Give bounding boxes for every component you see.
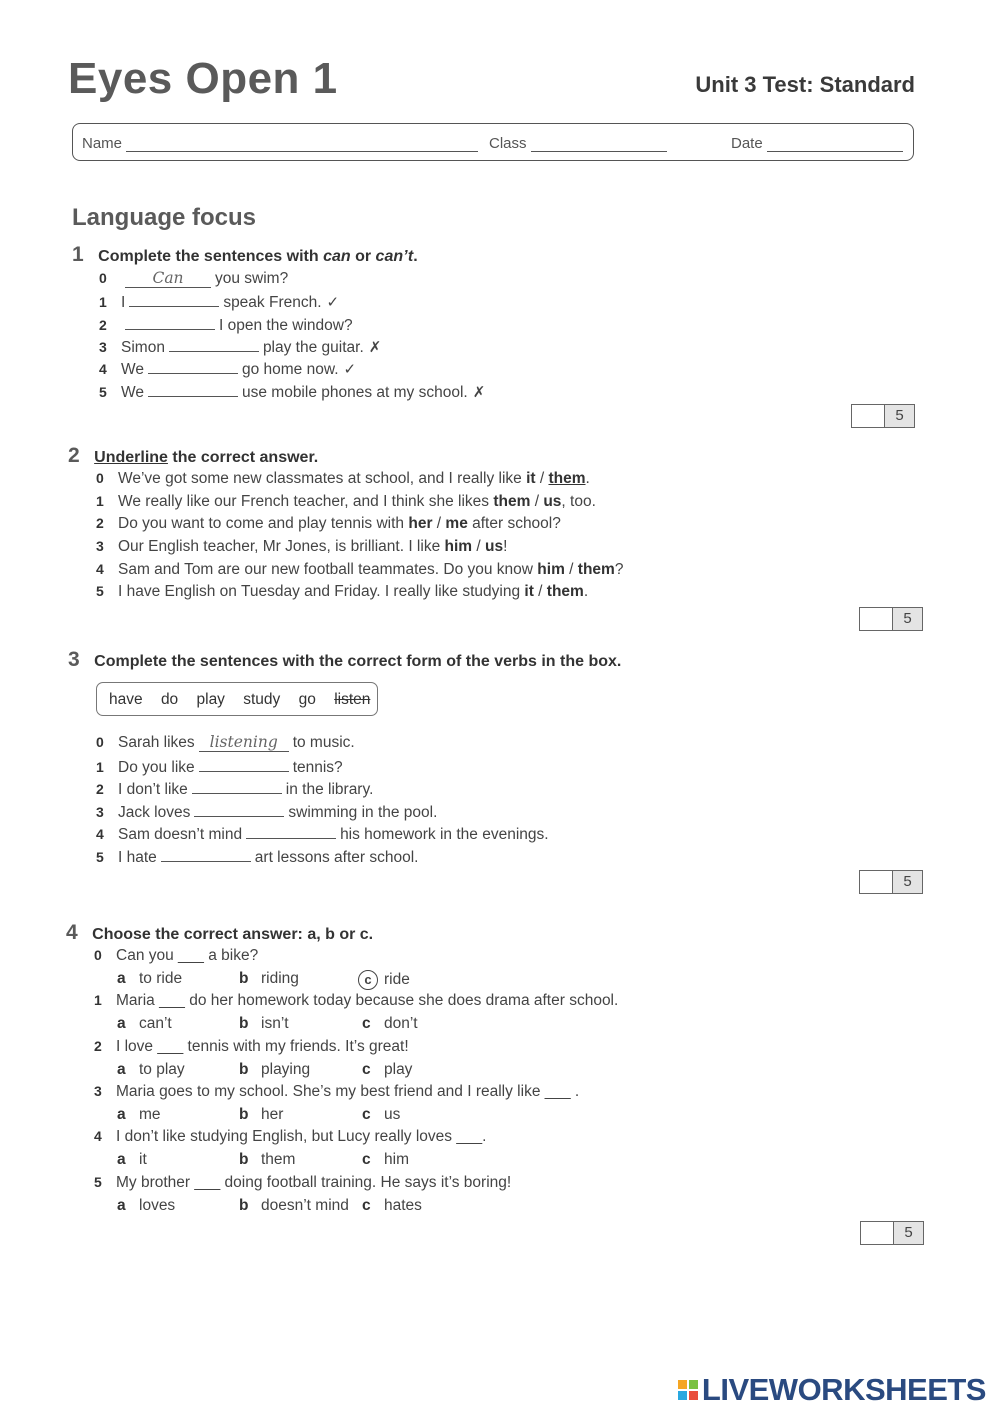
option-letter: a — [117, 1197, 126, 1214]
verb-option: do — [160, 691, 179, 708]
name-label: Name — [82, 135, 123, 152]
item-number: 2 — [99, 317, 107, 333]
item-number: 0 — [94, 947, 102, 963]
sentence-end: tennis? — [292, 759, 343, 776]
item-number: 2 — [96, 781, 104, 797]
option-letter: c — [362, 1151, 371, 1168]
sentence-end: . — [585, 470, 590, 487]
item-number: 1 — [96, 493, 104, 509]
option-letter: c — [362, 1106, 371, 1123]
option-c[interactable] — [362, 1015, 418, 1033]
verb-option: have — [109, 691, 143, 708]
sentence-end: speak French. — [223, 294, 322, 311]
item-number: 1 — [94, 992, 102, 1008]
q4-score-total: 5 — [894, 1222, 923, 1244]
option-b[interactable] — [239, 1106, 283, 1124]
sentence-start: Simon — [121, 339, 165, 356]
option-b[interactable]: them — [577, 561, 615, 578]
question-text: Can you ___ a bike? — [116, 947, 259, 964]
option-b[interactable]: them — [548, 470, 586, 487]
q2-header — [68, 444, 318, 468]
sentence-end: in the library. — [285, 781, 374, 798]
option-a[interactable]: him — [444, 538, 473, 555]
q4-score-box — [860, 1221, 924, 1245]
answer-blank[interactable] — [194, 801, 284, 817]
check-icon: ✓ — [343, 361, 357, 378]
verb-option: study — [243, 691, 281, 708]
answer-blank[interactable] — [125, 314, 215, 330]
option-c[interactable] — [362, 970, 410, 990]
sentence-start: We — [121, 384, 144, 401]
class-label: Class — [489, 135, 527, 152]
sentence-text: We really like our French teacher, and I think she likes — [118, 493, 494, 510]
q1-score-box — [851, 404, 915, 428]
date-field[interactable] — [731, 135, 903, 152]
sentence-text: Our English teacher, Mr Jones, is brilliant. I like — [118, 538, 445, 555]
item-number: 5 — [96, 583, 104, 599]
item-number: 4 — [96, 561, 104, 577]
option-text: them — [261, 1151, 296, 1168]
logo-text: LIVEWORKSHEETS — [701, 1372, 986, 1407]
q3-number: 3 — [68, 648, 80, 671]
q4-score-input[interactable] — [861, 1222, 894, 1244]
q4-instruction: Choose the correct answer: a, b or c. — [92, 926, 374, 943]
q2-row — [96, 583, 588, 601]
sentence-end: go home now. — [241, 361, 339, 378]
q1-number: 1 — [72, 243, 84, 266]
sentence-end: use mobile phones at my school. — [241, 384, 468, 401]
q1-instruction: Complete the sentences with can or can’t. — [98, 248, 418, 265]
option-text: her — [261, 1106, 284, 1123]
q1-row — [99, 358, 356, 379]
check-icon: ✓ — [326, 294, 340, 311]
q1-score-total: 5 — [885, 405, 914, 427]
option-separator: / — [533, 583, 547, 600]
option-b[interactable]: them — [546, 583, 584, 600]
sentence-end: his homework in the evenings. — [340, 826, 549, 843]
q2-row — [96, 538, 507, 556]
q1-row — [99, 336, 381, 357]
item-number: 4 — [99, 361, 107, 377]
sentence-end: ? — [614, 561, 624, 578]
q2-score-box — [859, 607, 923, 631]
sentence-end: . — [583, 583, 589, 600]
option-b[interactable]: me — [445, 515, 468, 532]
option-b[interactable] — [239, 1015, 289, 1033]
option-b[interactable] — [239, 1061, 310, 1079]
option-text: hates — [384, 1197, 422, 1214]
q2-row — [96, 493, 596, 511]
sentence-end: swimming in the pool. — [288, 804, 438, 821]
option-letter: b — [239, 970, 249, 987]
question-text: My brother ___ doing football training. He says it’s boring! — [116, 1174, 512, 1191]
q2-score-total: 5 — [893, 608, 922, 630]
class-line[interactable] — [531, 138, 667, 152]
sentence-start: Sarah likes — [118, 734, 195, 751]
q3-score-total: 5 — [893, 871, 922, 893]
q4-question — [94, 992, 618, 1010]
q1-header — [72, 243, 418, 267]
answer-blank[interactable] — [192, 778, 282, 794]
question-text: Maria ___ do her homework today because she does drama after school. — [116, 992, 619, 1009]
option-separator: / — [472, 538, 485, 555]
option-separator: / — [535, 470, 549, 487]
sentence-start: We — [121, 361, 144, 378]
item-number: 0 — [96, 470, 104, 486]
verb-option-used: listen — [334, 691, 371, 708]
q3-row — [96, 801, 437, 822]
option-text: us — [384, 1106, 401, 1123]
circled-answer-icon: c — [358, 970, 378, 990]
class-field[interactable] — [489, 135, 667, 152]
option-letter: a — [117, 1015, 126, 1032]
sentence-text: Do you want to come and play tennis with — [118, 515, 409, 532]
option-separator: / — [432, 515, 446, 532]
answer-blank[interactable] — [246, 823, 336, 839]
q4-question — [94, 1038, 409, 1056]
item-number: 4 — [94, 1128, 102, 1144]
q4-header — [66, 921, 373, 945]
sentence-end: after school? — [467, 515, 561, 532]
cross-icon: ✗ — [368, 339, 382, 356]
item-number: 0 — [96, 734, 104, 750]
q3-row — [96, 823, 549, 844]
q4-question — [94, 1083, 579, 1101]
option-letter: b — [239, 1197, 249, 1214]
option-a[interactable]: them — [493, 493, 531, 510]
example-answer: listening — [199, 733, 289, 752]
option-letter: b — [239, 1061, 249, 1078]
option-a[interactable]: it — [524, 583, 534, 600]
option-a[interactable] — [117, 1061, 185, 1079]
q4-number: 4 — [66, 921, 78, 944]
q2-row — [96, 515, 561, 533]
name-line[interactable] — [126, 138, 478, 152]
item-number: 5 — [99, 384, 107, 400]
q3-row — [96, 778, 373, 799]
q2-number: 2 — [68, 444, 80, 467]
option-text: him — [384, 1151, 409, 1168]
q2-instruction: Underline the correct answer. — [94, 449, 319, 466]
student-info-box — [72, 123, 914, 161]
test-subtitle: Unit 3 Test: Standard — [695, 72, 915, 97]
option-text: isn’t — [261, 1015, 289, 1032]
sentence-start: Do you like — [118, 759, 195, 776]
option-a[interactable] — [117, 1106, 161, 1124]
option-b[interactable] — [239, 970, 299, 988]
sentence-start: Jack loves — [118, 804, 191, 821]
option-text: can’t — [139, 1015, 172, 1032]
option-text: doesn’t mind — [261, 1197, 349, 1214]
name-field[interactable] — [82, 135, 478, 152]
option-text: play — [384, 1061, 413, 1078]
option-letter: c — [362, 1197, 371, 1214]
option-a[interactable]: him — [537, 561, 565, 578]
sentence-end: ! — [503, 538, 508, 555]
option-text: don’t — [384, 1015, 418, 1032]
option-a[interactable]: her — [408, 515, 433, 532]
verb-option: go — [298, 691, 316, 708]
q2-row — [96, 561, 623, 579]
q4-question — [94, 947, 258, 965]
q2-score-input[interactable] — [860, 608, 893, 630]
option-letter: c — [362, 1061, 371, 1078]
sentence-text: We’ve got some new classmates at school, and I really like — [118, 470, 527, 487]
answer-blank[interactable] — [148, 381, 238, 397]
sentence-end: I open the window? — [219, 317, 353, 334]
item-number: 5 — [96, 849, 104, 865]
item-number: 3 — [94, 1083, 102, 1099]
sentence-text: I have English on Tuesday and Friday. I really like studying — [118, 583, 525, 600]
option-letter: b — [239, 1151, 249, 1168]
option-text: to ride — [139, 970, 183, 987]
question-text: I don’t like studying English, but Lucy really loves ___. — [116, 1128, 487, 1145]
item-number: 2 — [94, 1038, 102, 1054]
option-c[interactable] — [362, 1197, 422, 1215]
option-text: ride — [384, 971, 410, 989]
q3-score-box — [859, 870, 923, 894]
q3-row — [96, 846, 418, 867]
answer-blank[interactable] — [169, 336, 259, 352]
q1-row — [99, 314, 353, 335]
sentence-start: I — [121, 294, 126, 311]
q3-row — [96, 733, 355, 752]
item-number: 0 — [99, 270, 107, 286]
option-a[interactable] — [117, 970, 182, 988]
verb-box — [96, 682, 378, 716]
item-number: 2 — [96, 515, 104, 531]
worksheet-title: Eyes Open 1 — [68, 54, 338, 103]
option-text: loves — [139, 1197, 176, 1214]
option-b[interactable] — [239, 1197, 349, 1215]
question-text: I love ___ tennis with my friends. It’s great! — [116, 1038, 409, 1055]
sentence-end: play the guitar. — [262, 339, 364, 356]
q2-row — [96, 470, 590, 488]
item-number: 5 — [94, 1174, 102, 1190]
option-letter: c — [362, 1015, 371, 1032]
item-number: 3 — [96, 804, 104, 820]
option-a[interactable] — [117, 1151, 147, 1169]
answer-blank[interactable] — [161, 846, 251, 862]
section-title: Language focus — [72, 204, 257, 231]
sentence-start: I hate — [118, 849, 157, 866]
option-letter: b — [239, 1015, 249, 1032]
item-number: 3 — [99, 339, 107, 355]
answer-blank[interactable] — [199, 756, 289, 772]
option-letter: a — [117, 1106, 126, 1123]
sentence-end: art lessons after school. — [254, 849, 419, 866]
q3-instruction: Complete the sentences with the correct form of the verbs in the box. — [94, 653, 622, 670]
verb-option: play — [196, 691, 225, 708]
sentence-start: I don’t like — [118, 781, 188, 798]
item-number: 4 — [96, 826, 104, 842]
q1-score-input[interactable] — [852, 405, 885, 427]
q1-row — [99, 269, 288, 288]
q3-header — [68, 648, 621, 672]
date-label: Date — [731, 135, 763, 152]
option-b[interactable]: us — [484, 538, 504, 555]
option-c[interactable] — [362, 1061, 412, 1079]
q3-score-input[interactable] — [860, 871, 893, 893]
sentence-end: , too. — [561, 493, 596, 510]
liveworksheets-logo — [678, 1372, 986, 1408]
example-answer: Can — [125, 269, 211, 288]
option-text: to play — [139, 1061, 185, 1078]
option-letter: b — [239, 1106, 249, 1123]
q1-row — [99, 291, 339, 312]
option-letter: a — [117, 970, 126, 987]
cross-icon: ✗ — [472, 384, 486, 401]
option-text: it — [139, 1151, 147, 1168]
sentence-start: Sam doesn’t mind — [118, 826, 243, 843]
option-separator: / — [564, 561, 578, 578]
q1-row — [99, 381, 485, 402]
option-text: playing — [261, 1061, 311, 1078]
sentence-end: to music. — [292, 734, 355, 751]
option-a[interactable] — [117, 1197, 175, 1215]
sentence-text: Sam and Tom are our new football teammates. Do you know — [118, 561, 538, 578]
q4-question — [94, 1174, 511, 1192]
option-c[interactable] — [362, 1106, 400, 1124]
option-a[interactable] — [117, 1015, 172, 1033]
option-b[interactable] — [239, 1151, 295, 1169]
option-text: me — [139, 1106, 161, 1123]
question-text: Maria goes to my school. She’s my best friend and I really like ___ . — [116, 1083, 580, 1100]
option-separator: / — [530, 493, 544, 510]
liveworksheets-mark-icon — [678, 1380, 698, 1400]
q4-question — [94, 1128, 487, 1146]
option-letter: a — [117, 1061, 126, 1078]
item-number: 1 — [99, 294, 107, 310]
q3-row — [96, 756, 343, 777]
option-text: riding — [261, 970, 299, 987]
option-a[interactable]: it — [526, 470, 536, 487]
sentence-end: you swim? — [215, 270, 289, 287]
answer-blank[interactable] — [148, 358, 238, 374]
option-c[interactable] — [362, 1151, 409, 1169]
date-line[interactable] — [767, 138, 903, 152]
option-b[interactable]: us — [543, 493, 562, 510]
answer-blank[interactable] — [129, 291, 219, 307]
item-number: 3 — [96, 538, 104, 554]
item-number: 1 — [96, 759, 104, 775]
option-letter: a — [117, 1151, 126, 1168]
